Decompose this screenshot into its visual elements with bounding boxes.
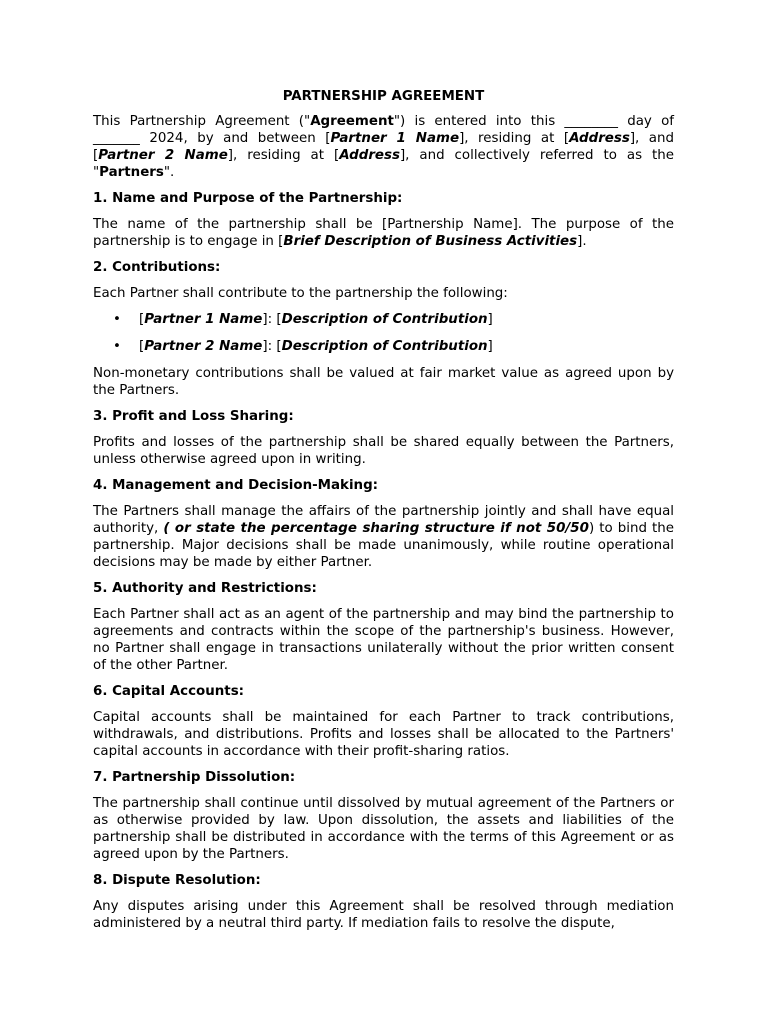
list-item: • [Partner 1 Name]: [Description of Contribution] bbox=[113, 312, 493, 327]
percentage-note: ( or state the percentage sharing structure if not 50/50 bbox=[163, 521, 589, 536]
business-description-placeholder: Brief Description of Business Activities bbox=[283, 234, 578, 249]
partner-1-placeholder: Partner 1 Name bbox=[330, 131, 460, 146]
section-heading-3: 3. Profit and Loss Sharing: bbox=[93, 409, 294, 424]
bullet-icon: • bbox=[113, 312, 121, 327]
section-body-2-after: Non-monetary contributions shall be valued at fair market value as agreed upon by the Partners. bbox=[93, 366, 674, 398]
section-heading-4: 4. Management and Decision-Making: bbox=[93, 478, 379, 493]
section-heading-8: 8. Dispute Resolution: bbox=[93, 873, 261, 888]
document-title: PARTNERSHIP AGREEMENT bbox=[282, 89, 485, 104]
partner-2-placeholder: Partner 2 Name bbox=[98, 148, 228, 163]
section-body-6: Capital accounts shall be maintained for each Partner to track contributions, withdrawals, and distributions. Profits and losses shall be allocated to the Partners' capital accounts in accordance with their profit-sharing ratios. bbox=[93, 710, 674, 759]
bullet-icon: • bbox=[113, 339, 121, 354]
section-body-4: The Partners shall manage the affairs of the partnership jointly and shall have equal authority, ( or state the percentage sharing structure if not 50/50) to bind the partnership. Major decisions shall be made unanimously, while routine operational decisions may be made by either Partner. bbox=[93, 504, 674, 570]
section-heading-7: 7. Partnership Dissolution: bbox=[93, 770, 296, 785]
section-heading-1: 1. Name and Purpose of the Partnership: bbox=[93, 191, 403, 206]
section-heading-5: 5. Authority and Restrictions: bbox=[93, 581, 317, 596]
section-body-5: Each Partner shall act as an agent of the partnership and may bind the partnership to agreements and contracts within the scope of the partnership's business. However, no Partner shall engage in transactions unilaterally without the prior written consent of the other Partner. bbox=[93, 607, 674, 673]
contribution-list bbox=[93, 311, 674, 355]
list-item: • [Partner 2 Name]: [Description of Contribution] bbox=[113, 339, 493, 354]
section-body-2-lead: Each Partner shall contribute to the partnership the following: bbox=[93, 286, 508, 301]
section-body-1: The name of the partnership shall be [Partnership Name]. The purpose of the partnership is to engage in [Brief Description of Business Activities]. bbox=[93, 217, 674, 249]
section-heading-6: 6. Capital Accounts: bbox=[93, 684, 245, 699]
section-body-8: Any disputes arising under this Agreement shall be resolved through mediation administered by a neutral third party. If mediation fails to resolve the dispute, bbox=[93, 899, 674, 931]
address-2-placeholder: Address bbox=[339, 148, 400, 163]
intro-paragraph: This Partnership Agreement ("Agreement") is entered into this ________ day of _______ 2024, by and between [Partner 1 Name], residing at [Address], and [Partner 2 Name], residing at [Address], and collectively referred to as the "Partners". bbox=[93, 114, 674, 180]
section-body-7: The partnership shall continue until dissolved by mutual agreement of the Partners or as otherwise provided by law. Upon dissolution, the assets and liabilities of the partnership shall be distributed in accordance with the terms of this Agreement or as agreed upon by the Partners. bbox=[93, 796, 674, 862]
section-body-3: Profits and losses of the partnership shall be shared equally between the Partners, unless otherwise agreed upon in writing. bbox=[93, 435, 674, 467]
partners-term: Partners bbox=[99, 165, 164, 180]
address-1-placeholder: Address bbox=[569, 131, 630, 146]
section-heading-2: 2. Contributions: bbox=[93, 260, 221, 275]
agreement-term: Agreement bbox=[310, 114, 394, 129]
